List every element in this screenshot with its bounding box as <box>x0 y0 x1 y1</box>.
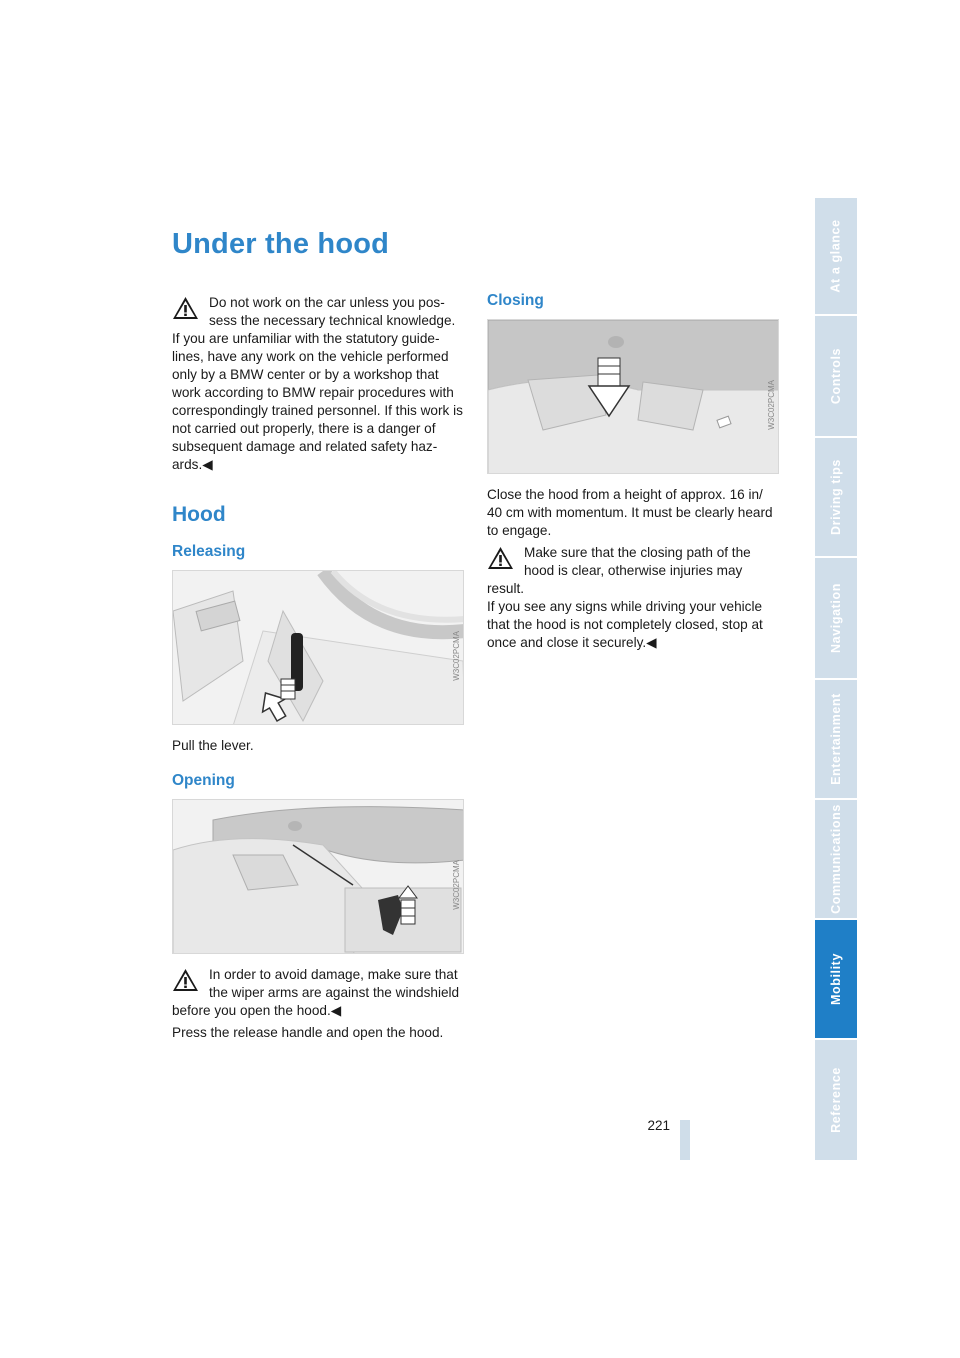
warning-text: before you open the hood.◀ <box>172 1003 342 1018</box>
section-heading-hood: Hood <box>172 503 226 526</box>
warning-line-1: Make sure that the closing path of the <box>524 545 751 560</box>
page-title: Under the hood <box>172 228 390 260</box>
figure-code: W3C02PCMA <box>452 631 461 681</box>
closing-text: Close the hood from a height of approx. 16 in/ 40 cm with momentum. It must be clearly heard to engage. <box>487 487 773 538</box>
figure-code: W3C02PCMA <box>767 380 776 430</box>
warning-line-1: In order to avoid damage, make sure that <box>209 967 458 982</box>
warning-line-2: the wiper arms are against the windshield <box>209 985 460 1000</box>
subheading-closing: Closing <box>487 292 544 309</box>
subheading-opening: Opening <box>172 772 235 789</box>
intro-warning <box>172 294 464 474</box>
warning-text: If you are unfamiliar with the statutory guide-lines, have any work on the vehicle performed only by a BMW center or by a workshop that work according to BMW repair procedures with correspondingly trained personnel. If this work is not carried out properly, there is a danger of subsequent damage and related safety haz-ards.◀ <box>172 331 463 472</box>
releasing-text: Pull the lever. <box>172 738 254 753</box>
warning-line-2: sess the necessary technical knowledge. <box>209 313 456 328</box>
subheading-releasing: Releasing <box>172 543 246 560</box>
warning-triangle-icon <box>172 296 199 320</box>
warning-text-2: If you see any signs while driving your vehicle that the hood is not completely closed, stop at once and close it securely.◀ <box>487 599 763 650</box>
warning-triangle-icon <box>172 968 199 992</box>
tab-mobility[interactable]: Mobility <box>815 920 857 1038</box>
tab-controls[interactable]: Controls <box>815 316 857 436</box>
tab-communications[interactable]: Communications <box>815 800 857 918</box>
figure-releasing-lever <box>172 570 464 725</box>
tab-entertainment[interactable]: Entertainment <box>815 680 857 798</box>
figure-opening-hood <box>172 799 464 954</box>
tab-driving-tips[interactable]: Driving tips <box>815 438 857 556</box>
opening-warning <box>172 966 464 1020</box>
warning-text: result. <box>487 581 525 596</box>
figure-closing-hood <box>487 319 779 474</box>
page-number: 221 <box>647 1118 670 1133</box>
warning-line-2: hood is clear, otherwise injuries may <box>524 563 743 578</box>
tab-reference[interactable]: Reference <box>815 1040 857 1160</box>
opening-text: Press the release handle and open the hood. <box>172 1025 444 1040</box>
figure-code: W3C02PCMA <box>452 860 461 910</box>
tab-at-a-glance[interactable]: At a glance <box>815 198 857 314</box>
tab-navigation[interactable]: Navigation <box>815 558 857 678</box>
page-number-bar <box>680 1120 690 1160</box>
closing-warning <box>487 544 779 652</box>
warning-line-1: Do not work on the car unless you pos- <box>209 295 445 310</box>
warning-triangle-icon <box>487 546 514 570</box>
